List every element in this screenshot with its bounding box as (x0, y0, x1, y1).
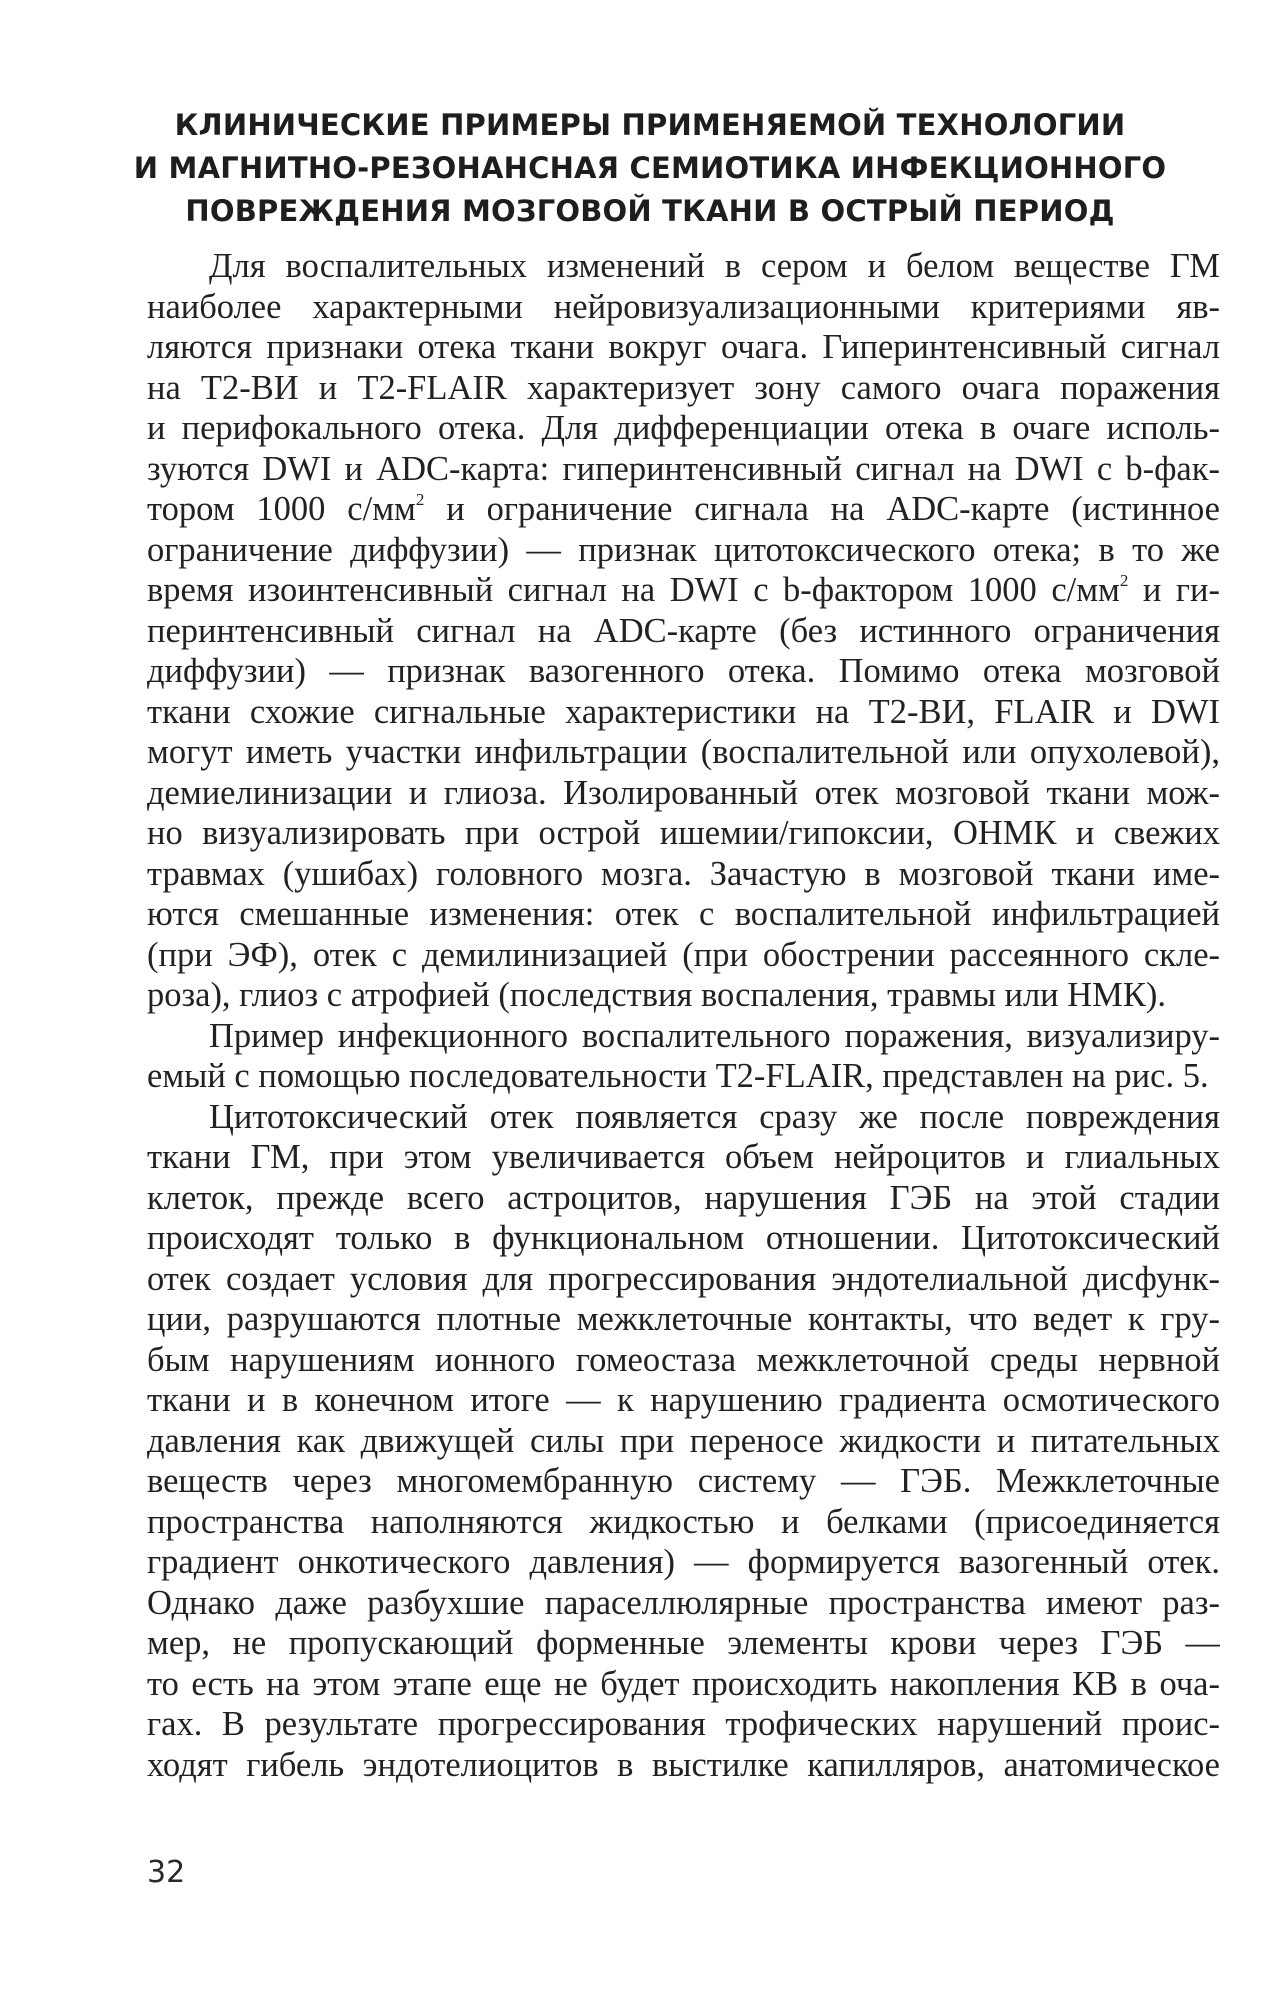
heading-line: КЛИНИЧЕСКИЕ ПРИМЕРЫ ПРИМЕНЯЕМОЙ ТЕХНОЛОГИИ (174, 108, 1126, 142)
text-line: бым нарушениям ионного гомеостаза межклеточной среды нервной (147, 1340, 1220, 1379)
text-line: мер, не пропускающий форменные элементы крови через ГЭБ — (147, 1624, 1220, 1662)
text-line: ткани ГМ, при этом увеличивается объем нейроцитов и глиальных (147, 1138, 1220, 1176)
text-line: перинтенсивный сигнал на ADC-карте (без истинного ограничения (147, 611, 1220, 650)
text-line-with-superscript (147, 489, 1220, 530)
text-line: давления как движущей силы при переносе жидкости и питательных (147, 1421, 1220, 1460)
text-line: Пример инфекционного воспалительного поражения, визуализиру- (209, 1016, 1220, 1055)
text-line: на T2-ВИ и T2-FLAIR характеризует зону самого очага поражения (147, 368, 1220, 407)
text-line: ются смешанные изменения: отек с воспалительной инфильтрацией (147, 895, 1220, 933)
superscript: 2 (1119, 571, 1129, 590)
paragraph-2 (147, 1016, 1220, 1097)
page-number: 32 (147, 1855, 186, 1890)
text-line: пространства наполняются жидкостью и белками (присоединяется (147, 1502, 1220, 1541)
text-line: ткани схожие сигнальные характеристики на T2-ВИ, FLAIR и DWI (147, 692, 1220, 731)
text-segment: время изоинтенсивный сигнал на DWI с b-фактором 1000 с/мм (147, 571, 1120, 609)
text-line: и перифокального отека. Для дифференциации отека в очаге исполь- (147, 409, 1220, 447)
text-line: Однако даже разбухшие параcеллюлярные пространства имеют раз- (147, 1583, 1220, 1622)
text-line: то есть на этом этапе еще не будет происходить накопления КВ в оча- (147, 1664, 1220, 1703)
text-line: отек создает условия для прогрессирования эндотелиальной дисфунк- (147, 1259, 1220, 1298)
paragraph-1 (147, 246, 1220, 1016)
text-line: роза), глиоз с атрофией (последствия воспаления, травмы или НМК). (147, 976, 1166, 1014)
section-heading (130, 104, 1170, 233)
text-line: клеток, прежде всего астроцитов, нарушения ГЭБ на этой стадии (147, 1178, 1220, 1217)
text-line: могут иметь участки инфильтрации (воспалительной или опухолевой), (147, 733, 1220, 771)
text-line: емый с помощью последовательности T2-FLAIR, представлен на рис. 5. (147, 1057, 1209, 1095)
body-text (147, 246, 1220, 1785)
text-line: градиент онкотического давления) — формируется вазогенный отек. (147, 1543, 1220, 1581)
paragraph-3 (147, 1097, 1220, 1786)
text-line: диффузии) — признак вазогенного отека. Помимо отека мозговой (147, 652, 1220, 690)
text-line: но визуализировать при острой ишемии/гипоксии, ОНМК и свежих (147, 814, 1220, 852)
heading-line: ПОВРЕЖДЕНИЯ МОЗГОВОЙ ТКАНИ В ОСТРЫЙ ПЕРИОД (185, 194, 1115, 228)
text-line: ляются признаки отека ткани вокруг очага. Гиперинтенсивный сигнал (147, 328, 1220, 366)
text-line: гах. В результате прогрессирования трофических нарушений проис- (147, 1705, 1220, 1743)
text-line: ограничение диффузии) — признак цитотоксического отека; в то же (147, 530, 1220, 569)
text-line: происходят только в функциональном отношении. Цитотоксический (147, 1219, 1220, 1257)
text-line: веществ через многомембранную систему — ГЭБ. Межклеточные (147, 1462, 1220, 1500)
text-line: зуются DWI и ADC-карта: гиперинтенсивный сигнал на DWI с b-фак- (147, 449, 1220, 488)
text-line: Для воспалительных изменений в сером и белом веществе ГМ (209, 247, 1220, 285)
text-line: Цитотоксический отек появляется сразу же после повреждения (209, 1097, 1220, 1136)
text-segment: и ги- (1128, 571, 1220, 609)
text-segment: и ограничение сигнала на ADC-карте (истинное (424, 490, 1220, 528)
text-line: травмах (ушибах) головного мозга. Зачастую в мозговой ткани име- (147, 854, 1220, 893)
text-segment: тором 1000 с/мм (147, 490, 416, 528)
text-line: ции, разрушаются плотные межклеточные контакты, что ведет к гру- (147, 1300, 1220, 1338)
text-line-with-superscript (147, 570, 1220, 611)
heading-line: И МАГНИТНО-РЕЗОНАНСНАЯ СЕМИОТИКА ИНФЕКЦИОННОГО (133, 151, 1167, 185)
text-line: ткани и в конечном итоге — к нарушению градиента осмотического (147, 1381, 1220, 1419)
text-line: ходят гибель эндотелиоцитов в выстилке капилляров, анатомическое (147, 1745, 1220, 1784)
superscript: 2 (415, 490, 425, 509)
text-line: наиболее характерными нейровизуализационными критериями яв- (147, 287, 1220, 326)
text-line: демиелинизации и глиоза. Изолированный отек мозговой ткани мож- (147, 773, 1220, 812)
text-line: (при ЭФ), отек с демилинизацией (при обострении рассеянного скле- (147, 935, 1220, 974)
